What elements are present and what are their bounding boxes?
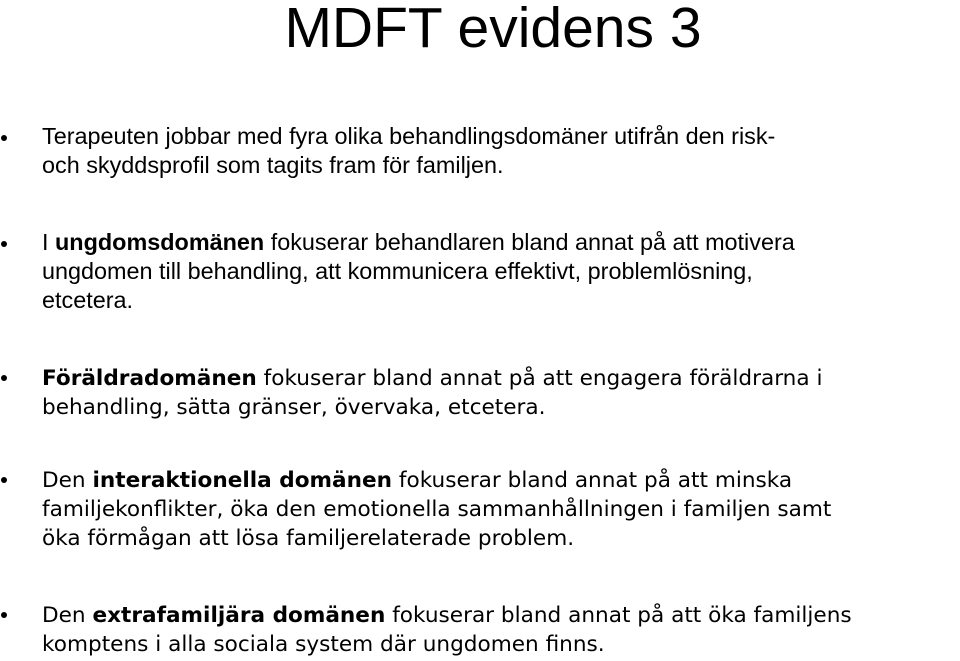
bold-term: extrafamiljära domänen (92, 603, 386, 628)
bold-term: interaktionella domänen (92, 468, 393, 493)
text-segment: ungdomen till behandling, att kommunicera effektivt, problemlösning, (42, 258, 753, 284)
bullet-line (42, 601, 960, 630)
text-segment: behandling, sätta gränser, övervaka, etcetera. (42, 395, 546, 420)
bullet-line (42, 257, 960, 286)
bullet-line (42, 122, 960, 151)
bullet-dot-icon (1, 241, 7, 247)
bullet-line (42, 364, 960, 393)
text-segment: Den (42, 468, 93, 493)
bullet-line (42, 630, 960, 659)
bullet-dot-icon (1, 375, 7, 381)
text-segment: och skyddsprofil som tagits fram för familjen. (42, 152, 504, 178)
bold-term: Föräldradomänen (42, 366, 257, 391)
bullet-dot-icon (1, 612, 7, 618)
text-segment: komptens i alla sociala system där ungdomen finns. (42, 632, 605, 657)
text-segment: I (42, 229, 55, 255)
text-segment: fokuserar bland annat på att öka familjens (385, 603, 852, 628)
bullet-dot-icon (1, 135, 7, 141)
bullet-text (42, 122, 960, 180)
slide-title: MDFT evidens 3 (284, 0, 702, 60)
bullet-text (42, 466, 960, 553)
bullet-line (42, 524, 960, 553)
bold-term: ungdomsdomänen (55, 229, 265, 255)
bullet-text (42, 601, 960, 659)
bullet-line (42, 228, 960, 257)
text-segment: Terapeuten jobbar med fyra olika behandlingsdomäner utifrån den risk- (42, 123, 776, 149)
bullet-line (42, 466, 960, 495)
bullet-line (42, 393, 960, 422)
text-segment: öka förmågan att lösa familjerelaterade problem. (42, 526, 575, 551)
text-segment: familjekonflikter, öka den emotionella sammanhållningen i familjen samt (42, 497, 832, 522)
text-segment: fokuserar bland annat på att engagera föräldrarna i (256, 366, 823, 391)
bullet-dot-icon (1, 477, 7, 483)
text-segment: etcetera. (42, 287, 134, 313)
bullet-text (42, 228, 960, 315)
text-segment: Den (42, 603, 93, 628)
text-segment: fokuserar bland annat på att minska (392, 468, 793, 493)
bullet-text (42, 364, 960, 422)
bullet-line (42, 286, 960, 315)
text-segment: fokuserar behandlaren bland annat på att motivera (264, 229, 795, 255)
bullet-line (42, 495, 960, 524)
bullet-line (42, 151, 960, 180)
